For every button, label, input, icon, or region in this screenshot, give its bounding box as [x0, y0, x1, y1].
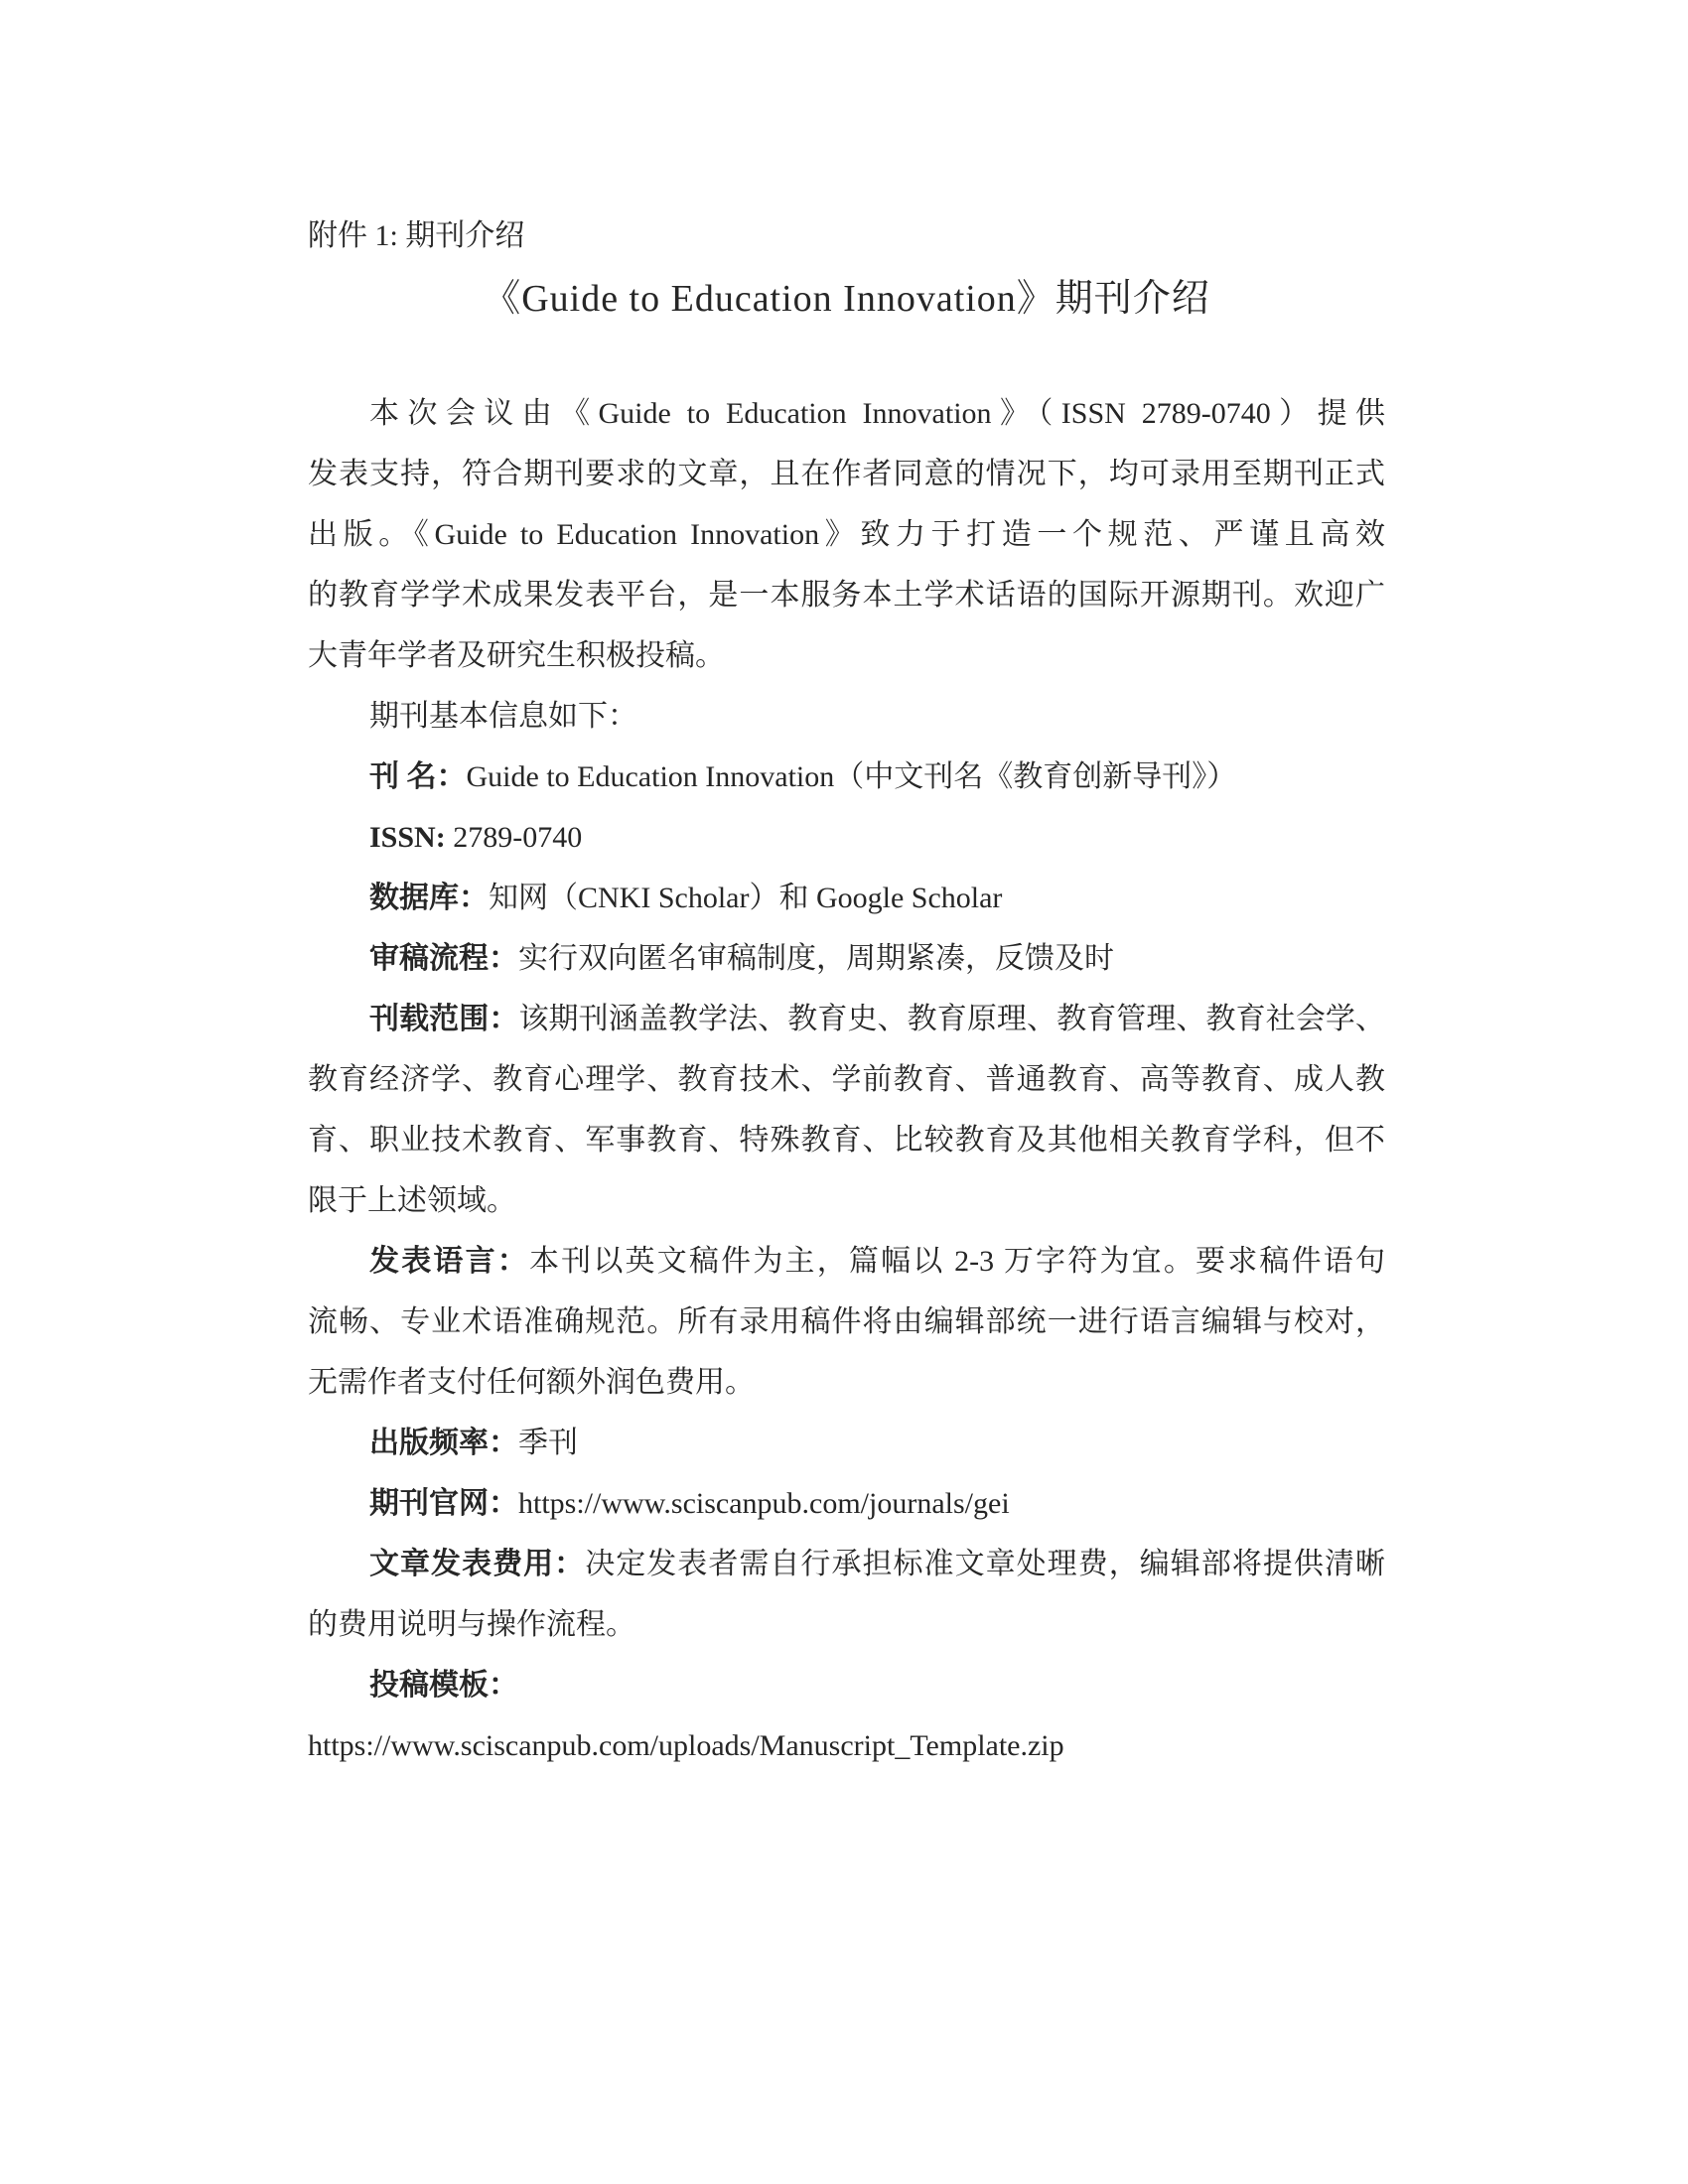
- field-text: 2789-0740: [445, 821, 583, 854]
- field-text: https://www.sciscanpub.com/uploads/Manuscript_Template.zip: [308, 1729, 1064, 1762]
- field-label: 投稿模板：: [369, 1669, 518, 1702]
- field-text: 季刊: [518, 1427, 578, 1459]
- text-line: [308, 989, 1385, 1049]
- text-line: [308, 807, 1385, 868]
- field-label: 出版频率：: [369, 1427, 518, 1459]
- text-line: [308, 504, 1385, 565]
- text-line: [308, 1715, 1385, 1776]
- text-line: [308, 444, 1385, 504]
- field-label: 发表语言：: [369, 1245, 529, 1278]
- text-line: [308, 383, 1385, 444]
- document-content: [308, 205, 1385, 1776]
- text-line: [308, 928, 1385, 989]
- field-text: 大青年学者及研究生积极投稿。: [308, 639, 725, 672]
- text-line: [308, 1655, 1385, 1715]
- field-text: 知网（CNKI Scholar）和 Google Scholar: [489, 882, 1003, 914]
- field-label: 刊 名：: [369, 760, 467, 793]
- field-label: 数据库：: [369, 882, 489, 914]
- field-text: 本次会议由《Guide to Education Innovation》（ISSN 2789-0740）提供: [369, 397, 1385, 430]
- field-text: 限于上述领域。: [308, 1184, 516, 1217]
- field-label: 文章发表费用：: [369, 1548, 586, 1580]
- text-line: [308, 868, 1385, 928]
- text-line: [308, 1170, 1385, 1231]
- attachment-label: 附件 1: 期刊介绍: [308, 219, 525, 252]
- field-text: 决定发表者需自行承担标准文章处理费，编辑部将提供清晰: [585, 1548, 1385, 1580]
- text-line: [308, 1292, 1385, 1352]
- text-line: [308, 1231, 1385, 1292]
- field-text: Guide to Education Innovation（中文刊名《教育创新导刊》）: [466, 760, 1237, 793]
- text-line: [308, 1473, 1385, 1534]
- field-label: 审稿流程：: [369, 942, 518, 975]
- text-line: [308, 1534, 1385, 1594]
- field-text: 发表支持，符合期刊要求的文章，且在作者同意的情况下，均可录用至期刊正式: [308, 458, 1385, 490]
- field-text: 无需作者支付任何额外润色费用。: [308, 1366, 755, 1399]
- field-text: 本刊以英文稿件为主，篇幅以 2-3 万字符为宜。要求稿件语句: [528, 1245, 1385, 1278]
- text-line: [308, 1352, 1385, 1413]
- text-line: [308, 1594, 1385, 1655]
- text-line: [308, 625, 1385, 686]
- field-text: 教育经济学、教育心理学、教育技术、学前教育、普通教育、高等教育、成人教: [308, 1063, 1385, 1096]
- text-line: [308, 1413, 1385, 1473]
- page-title: 《Guide to Education Innovation》期刊介绍: [483, 278, 1210, 320]
- field-text: 出版。《Guide to Education Innovation》致力于打造一个规范、严谨且高效: [308, 518, 1385, 551]
- text-line: [308, 747, 1385, 807]
- text-line: [308, 565, 1385, 625]
- field-text: 该期刊涵盖教学法、教育史、教育原理、教育管理、教育社会学、: [518, 1003, 1386, 1035]
- document-body: [308, 383, 1385, 1776]
- field-text: 育、职业技术教育、军事教育、特殊教育、比较教育及其他相关教育学科，但不: [308, 1124, 1385, 1157]
- field-text: 的教育学学术成果发表平台，是一本服务本土学术话语的国际开源期刊。欢迎广: [308, 579, 1385, 612]
- field-label: 刊载范围：: [369, 1003, 519, 1035]
- field-text: https://www.sciscanpub.com/journals/gei: [518, 1487, 1010, 1520]
- field-text: 的费用说明与操作流程。: [308, 1608, 635, 1641]
- field-label: 期刊官网：: [369, 1487, 518, 1520]
- field-text: 流畅、专业术语准确规范。所有录用稿件将由编辑部统一进行语言编辑与校对，: [308, 1305, 1385, 1338]
- text-line: [308, 1110, 1385, 1170]
- field-text: 期刊基本信息如下：: [369, 700, 637, 733]
- text-line: [308, 1049, 1385, 1110]
- field-label: ISSN:: [369, 821, 446, 854]
- field-text: 实行双向匿名审稿制度，周期紧凑，反馈及时: [518, 942, 1114, 975]
- text-line: [308, 686, 1385, 747]
